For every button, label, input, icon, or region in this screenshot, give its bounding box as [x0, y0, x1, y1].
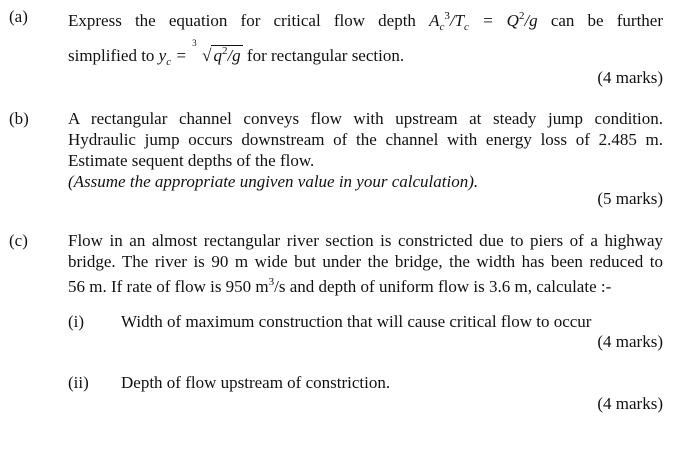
question-b-body	[68, 108, 663, 192]
question-a-line-2: simplified to $y_c$ = 3 √ $q^2/g$ for rectangular section.	[68, 38, 405, 68]
question-a-line-1: Express the equation for critical flow depth $A_c^3/T_c = Q^2/g$ can be further	[68, 10, 663, 33]
question-a-label: (a)	[9, 7, 28, 26]
question-c-label: (c)	[9, 231, 28, 250]
question-c-part-ii-label: (ii)	[68, 373, 89, 392]
question-a-marks: (4 marks)	[597, 68, 663, 87]
question-b-line-2: Hydraulic jump occurs downstream of the channel with energy loss of 2.485 m.	[68, 130, 663, 149]
question-c-part-i-marks: (4 marks)	[597, 332, 663, 351]
question-c-body	[68, 230, 663, 297]
question-b-line-1: A rectangular channel conveys flow with upstream at steady jump condition.	[68, 109, 663, 128]
question-c-line-3: 56 m. If rate of flow is 950 $m^3/s$ and depth of uniform flow is 3.6 m, calculate :-	[68, 276, 612, 296]
question-c-line-2: bridge. The river is 90 m wide but under the bridge, the width has been reduced to	[68, 252, 663, 271]
question-b-assumption: (Assume the appropriate ungiven value in your calculation).	[68, 172, 479, 191]
question-b-marks: (5 marks)	[597, 189, 663, 208]
critical-depth-equation: $y_c$ = 3 √ $q^2/g$	[158, 38, 241, 68]
question-c-part-i-text: Width of maximum construction that will cause critical flow to occur	[121, 312, 592, 331]
question-c-part-i-label: (i)	[68, 312, 85, 331]
question-b-label: (b)	[9, 109, 29, 128]
question-c-part-ii-marks: (4 marks)	[597, 394, 663, 413]
question-b-line-3: Estimate sequent depths of the flow.	[68, 151, 315, 170]
critical-flow-equation: $A_c^3/T_c = Q^2/g$	[429, 10, 538, 33]
question-c-part-ii-text: Depth of flow upstream of constriction.	[121, 373, 391, 392]
question-c-line-1: Flow in an almost rectangular river section is constricted due to piers of a highway	[68, 231, 663, 250]
question-a-body	[68, 6, 663, 73]
